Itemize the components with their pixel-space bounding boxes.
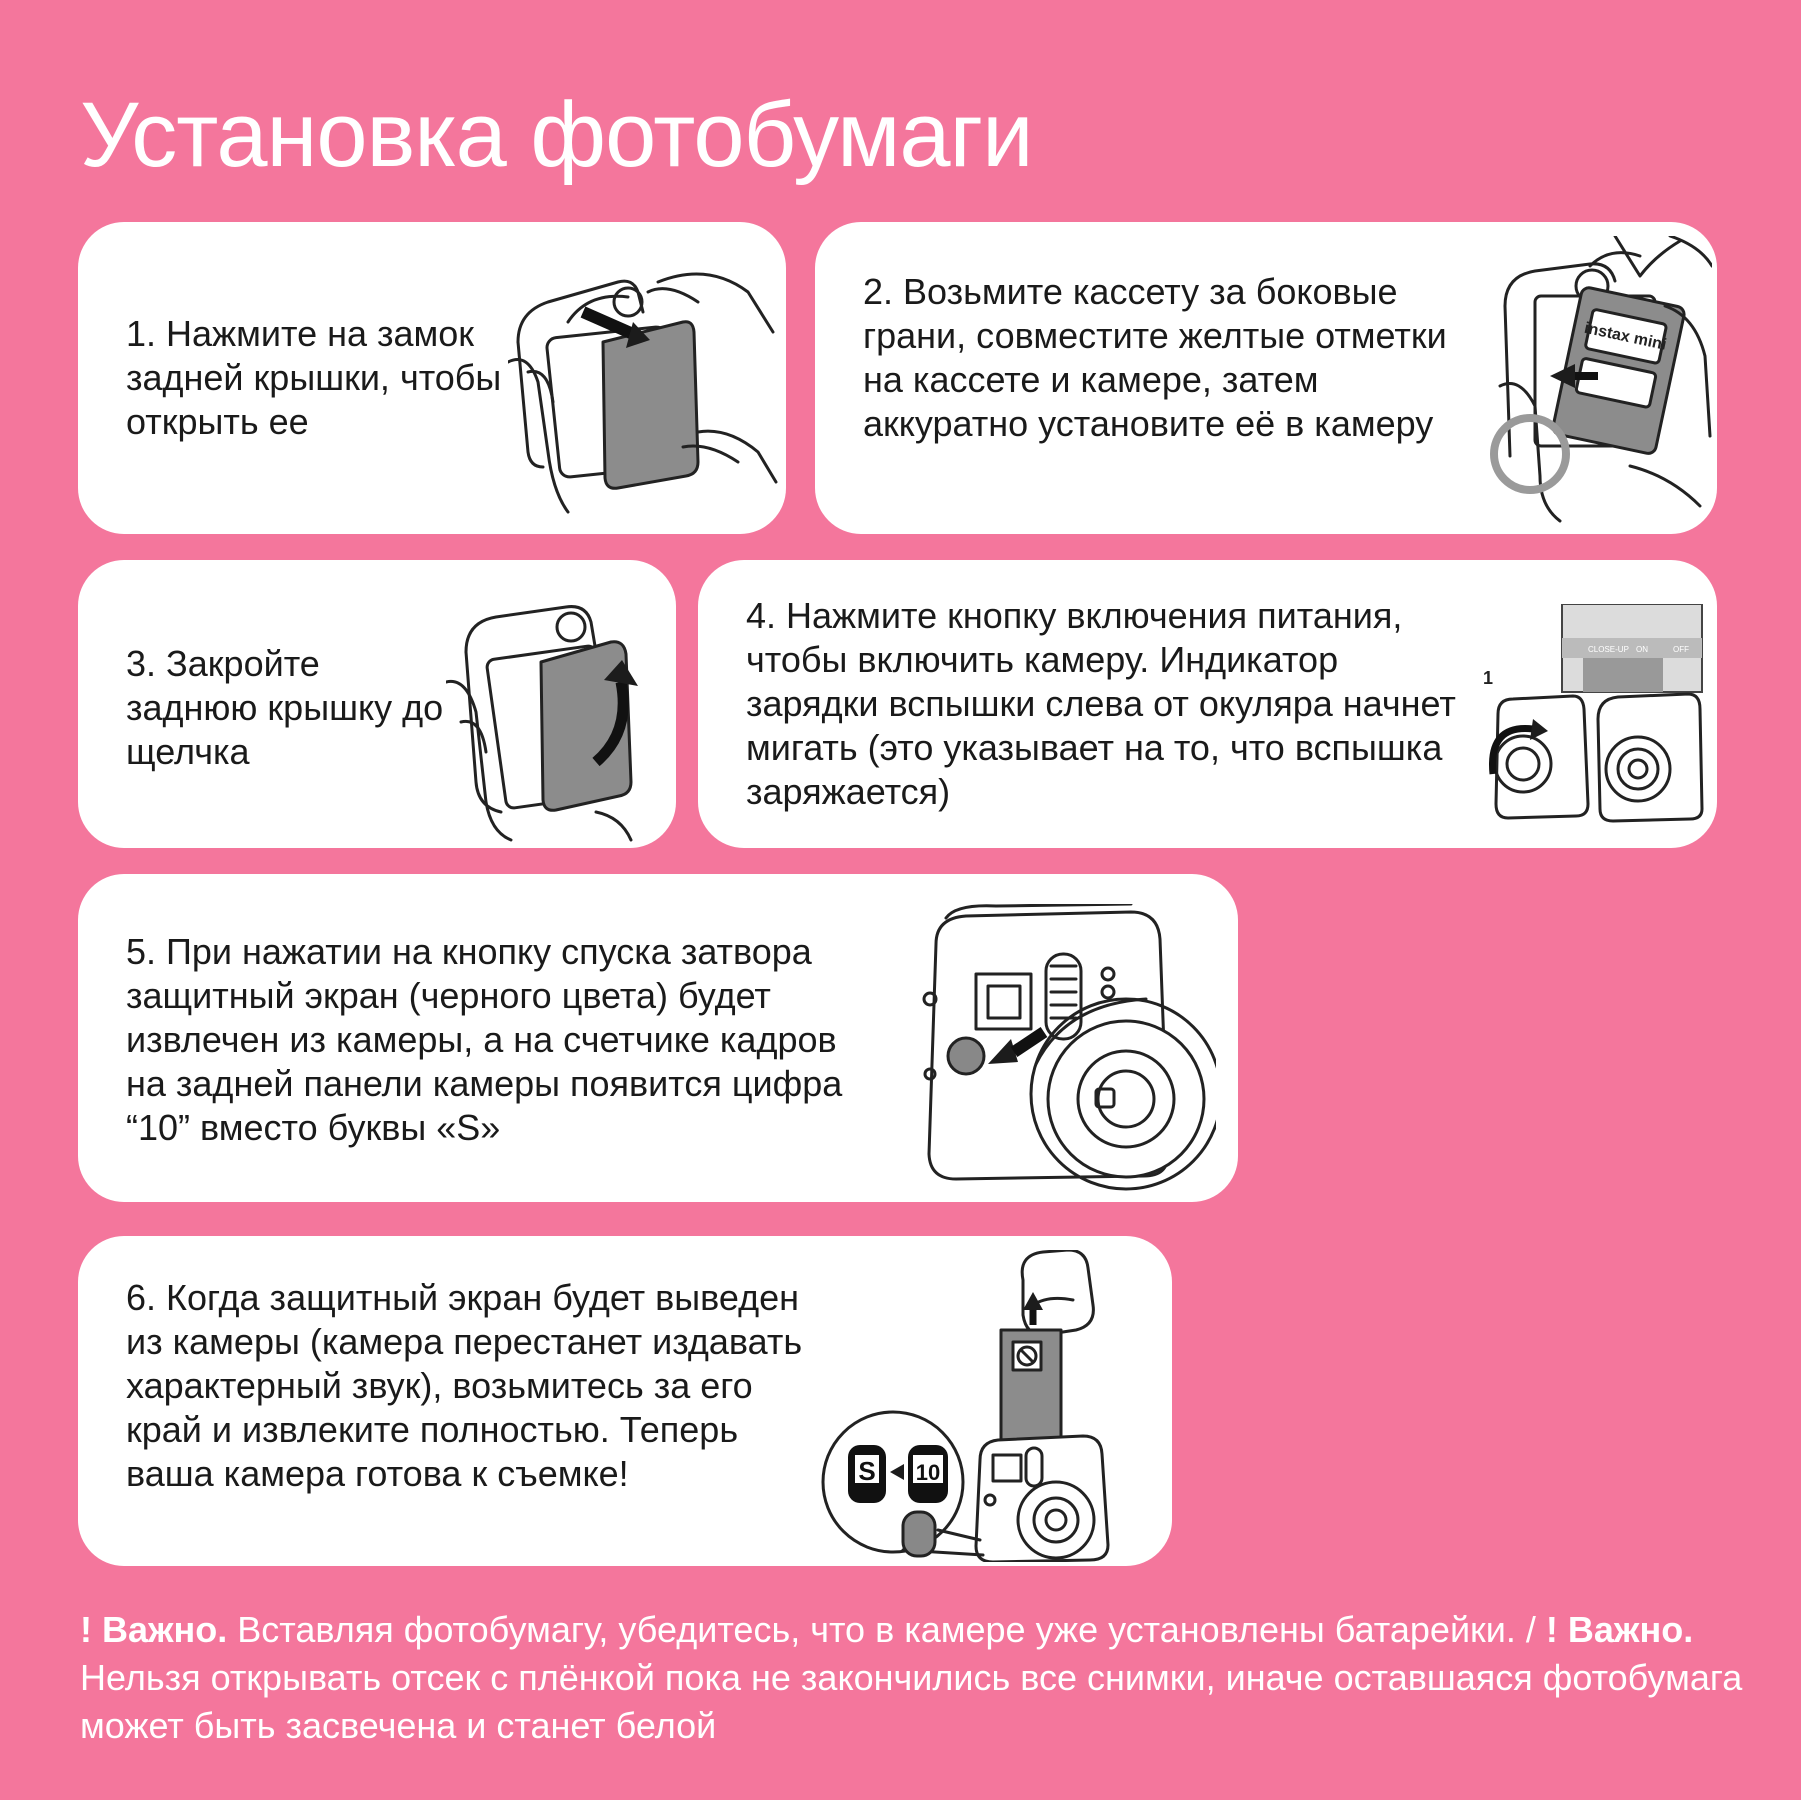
remove-dark-slide-illustration bbox=[818, 1250, 1168, 1562]
step-4-text: 4. Нажмите кнопку включения питания, чтобы включить камеру. Индикатор зарядки вспышки слева от окуляра начнет мигать (это указывает на то, что вспышка заряжается) bbox=[746, 595, 1456, 812]
page-title: Установка фотобумаги bbox=[80, 84, 1033, 186]
dial-off-label: OFF bbox=[1673, 645, 1689, 654]
step-1-card bbox=[78, 222, 786, 534]
shutter-button-illustration bbox=[916, 904, 1216, 1194]
step-6-card bbox=[78, 1236, 1172, 1566]
important-text-2: Нельзя открывать отсек с плёнкой пока не закончились все снимки, иначе оставшаяся фотобумага может быть засвечена и станет белой bbox=[80, 1657, 1743, 1746]
step-6-text: 6. Когда защитный экран будет выведен из камеры (камера перестанет издавать характерный звук), возьмитесь за его край и извлеките полностью. Теперь ваша камера готова к съемке! bbox=[126, 1277, 803, 1494]
step-4-card bbox=[698, 560, 1717, 848]
step-4-marker: 1 bbox=[1483, 668, 1494, 688]
power-on-illustration bbox=[1478, 604, 1710, 834]
counter-before: S bbox=[858, 1456, 876, 1486]
step-3-text: 3. Закройте заднюю крышку до щелчка bbox=[126, 643, 444, 772]
cartridge-label: instax mini bbox=[1582, 319, 1668, 354]
important-label-1: ! Важно. bbox=[80, 1609, 228, 1650]
important-label-2: ! Важно. bbox=[1545, 1609, 1694, 1650]
important-text-1: Вставляя фотобумагу, убедитесь, что в камере уже установлены батарейки. / bbox=[227, 1609, 1546, 1650]
step-2-card bbox=[815, 222, 1717, 534]
step-2-text: 2. Возьмите кассету за боковые грани, совместите желтые отметки на кассете и камере, затем аккуратно установите её в камеру bbox=[863, 271, 1447, 444]
step-3-card bbox=[78, 560, 676, 848]
dial-closeup-label: CLOSE-UP bbox=[1588, 645, 1629, 654]
important-note bbox=[80, 1606, 1760, 1750]
open-back-cover-illustration bbox=[508, 252, 778, 522]
step-1-text: 1. Нажмите на замок задней крышки, чтобы открыть ее bbox=[126, 313, 502, 442]
step-5-text: 5. При нажатии на кнопку спуска затвора защитный экран (черного цвета) будет извлечен из камеры, а на счетчике кадров на задней панели камеры появится цифра “10” вместо буквы «S» bbox=[126, 931, 843, 1148]
close-back-cover-illustration bbox=[446, 582, 668, 842]
dial-on-label: ON bbox=[1636, 645, 1648, 654]
step-5-card bbox=[78, 874, 1238, 1202]
insert-cartridge-illustration bbox=[1480, 236, 1712, 526]
counter-after: 10 bbox=[915, 1460, 941, 1485]
